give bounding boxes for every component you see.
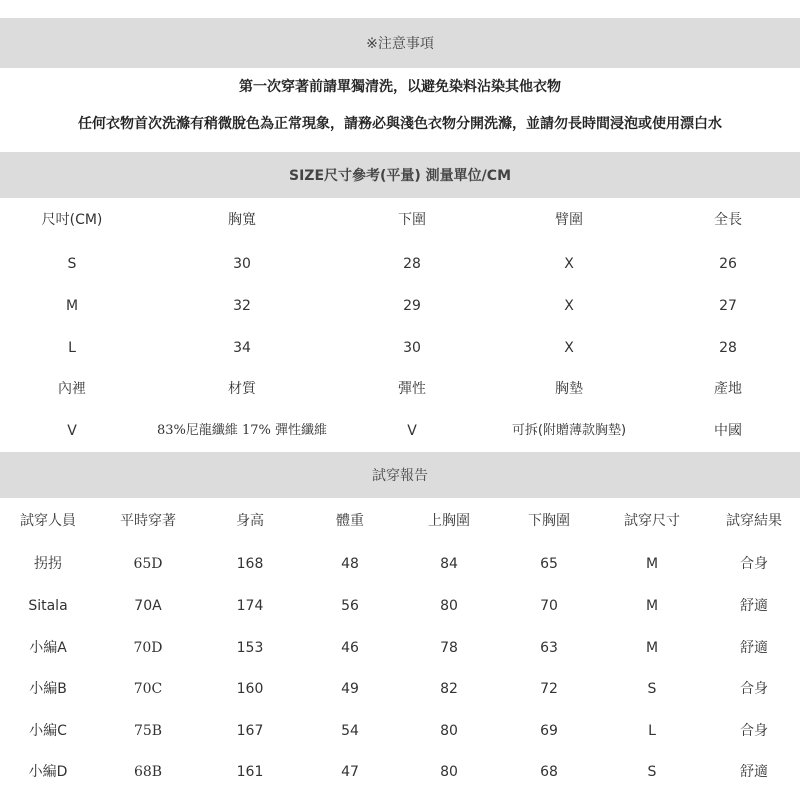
size-header-cell: 臂圍 [555,212,583,228]
material-header-cell: 材質 [228,381,256,397]
fitting-cell: 舒適 [740,764,768,780]
fitting-cell: 80 [440,598,458,614]
fitting-cell: 46 [341,640,359,656]
fitting-cell: Sitala [28,598,68,614]
fitting-cell: S [647,764,657,780]
size-cell: 29 [403,298,421,314]
fitting-header-band [0,452,800,498]
size-cell: X [564,340,574,356]
material-cell: 83%尼龍纖維 17% 彈性纖維 [156,423,328,438]
size-cell: 32 [233,298,251,314]
size-header-band [0,152,800,198]
material-header-cell: 內裡 [58,381,86,397]
material-cell: 中國 [714,423,742,439]
fitting-header-cell: 上胸圍 [428,513,470,529]
size-cell: 30 [233,256,251,272]
material-cell: V [407,423,417,439]
fitting-header-cell: 平時穿著 [120,513,176,529]
table-row [0,594,800,618]
size-cell: M [65,298,79,314]
fitting-cell: 153 [236,640,264,656]
fitting-title: 試穿報告 [372,468,428,484]
size-header-cell: 胸寬 [228,212,256,228]
fitting-cell: 47 [341,764,359,780]
fitting-cell: M [645,640,659,656]
size-cell: 34 [233,340,251,356]
fitting-header-cell: 下胸圍 [528,513,570,529]
fitting-cell: 68B [133,764,163,780]
fitting-cell: 168 [236,556,264,572]
fitting-header-cell: 試穿人員 [20,513,76,529]
notice-title: ※注意事項 [366,36,434,52]
fitting-cell: 拐拐 [34,556,62,572]
size-cell: 27 [719,298,737,314]
material-header-cell: 彈性 [398,381,426,397]
fitting-cell: 80 [440,723,458,739]
fitting-cell: 70D [133,640,163,656]
material-row [0,419,800,443]
fitting-cell: 78 [440,640,458,656]
table-row [0,677,800,701]
fitting-cell: 167 [236,723,264,739]
size-cell: 28 [719,340,737,356]
table-row [0,252,800,276]
notice-line-1: 第一次穿著前請單獨清洗，以避免染料沾染其他衣物 [239,79,561,95]
material-cell: V [67,423,77,439]
fitting-cell: 65 [540,556,558,572]
fitting-cell: 合身 [740,723,768,739]
fitting-header-cell: 體重 [336,513,364,529]
fitting-cell: 舒適 [740,640,768,656]
fitting-cell: 小編C [29,723,67,739]
fitting-cell: 合身 [740,681,768,697]
material-header-cell: 胸墊 [555,381,583,397]
material-cell: 可拆(附贈薄款胸墊) [511,423,627,438]
size-cell: X [564,298,574,314]
fitting-cell: 56 [341,598,359,614]
fitting-cell: 70 [540,598,558,614]
size-cell: X [564,256,574,272]
size-header-cell: 尺吋(CM) [41,212,103,228]
size-cell: 28 [403,256,421,272]
size-header-cell: 全長 [714,212,742,228]
fitting-cell: 70A [134,598,162,614]
size-cell: S [67,256,77,272]
fitting-cell: 70C [133,681,163,697]
size-title: SIZE尺寸參考(平量) 測量單位/CM [289,168,511,184]
fitting-cell: 75B [133,723,163,739]
fitting-cell: 小編B [29,681,67,697]
notice-line-2: 任何衣物首次洗滌有稍微脫色為正常現象，請務必與淺色衣物分開洗滌，並請勿長時間浸泡或使用漂白水 [78,116,722,132]
fitting-cell: 72 [540,681,558,697]
table-row [0,552,800,576]
fitting-cell: 49 [341,681,359,697]
fitting-cell: 68 [540,764,558,780]
fitting-header-cell: 試穿結果 [726,513,782,529]
size-header-cell: 下圍 [398,212,426,228]
fitting-cell: 小編D [28,764,68,780]
fitting-cell: 63 [540,640,558,656]
size-cell: 30 [403,340,421,356]
fitting-cell: 小編A [29,640,67,656]
table-row [0,636,800,660]
fitting-cell: 48 [341,556,359,572]
fitting-cell: L [648,723,656,739]
fitting-cell: 174 [236,598,264,614]
size-cell: 26 [719,256,737,272]
fitting-cell: 160 [236,681,264,697]
fitting-cell: M [645,598,659,614]
size-cell: L [68,340,76,356]
table-row [0,760,800,784]
fitting-cell: 80 [440,764,458,780]
fitting-header-cell: 試穿尺寸 [624,513,680,529]
fitting-cell: 65D [133,556,163,572]
fitting-cell: M [645,556,659,572]
fitting-cell: 69 [540,723,558,739]
fitting-header-row [0,509,800,533]
material-header-row [0,377,800,401]
table-row [0,719,800,743]
fitting-cell: 合身 [740,556,768,572]
notice-header-band [0,18,800,68]
fitting-cell: 舒適 [740,598,768,614]
fitting-header-cell: 身高 [236,513,264,529]
fitting-cell: S [647,681,657,697]
fitting-cell: 82 [440,681,458,697]
fitting-cell: 161 [236,764,264,780]
table-row [0,294,800,318]
fitting-cell: 84 [440,556,458,572]
table-row [0,336,800,360]
size-header-row [0,208,800,232]
fitting-cell: 54 [341,723,359,739]
material-header-cell: 產地 [714,381,742,397]
